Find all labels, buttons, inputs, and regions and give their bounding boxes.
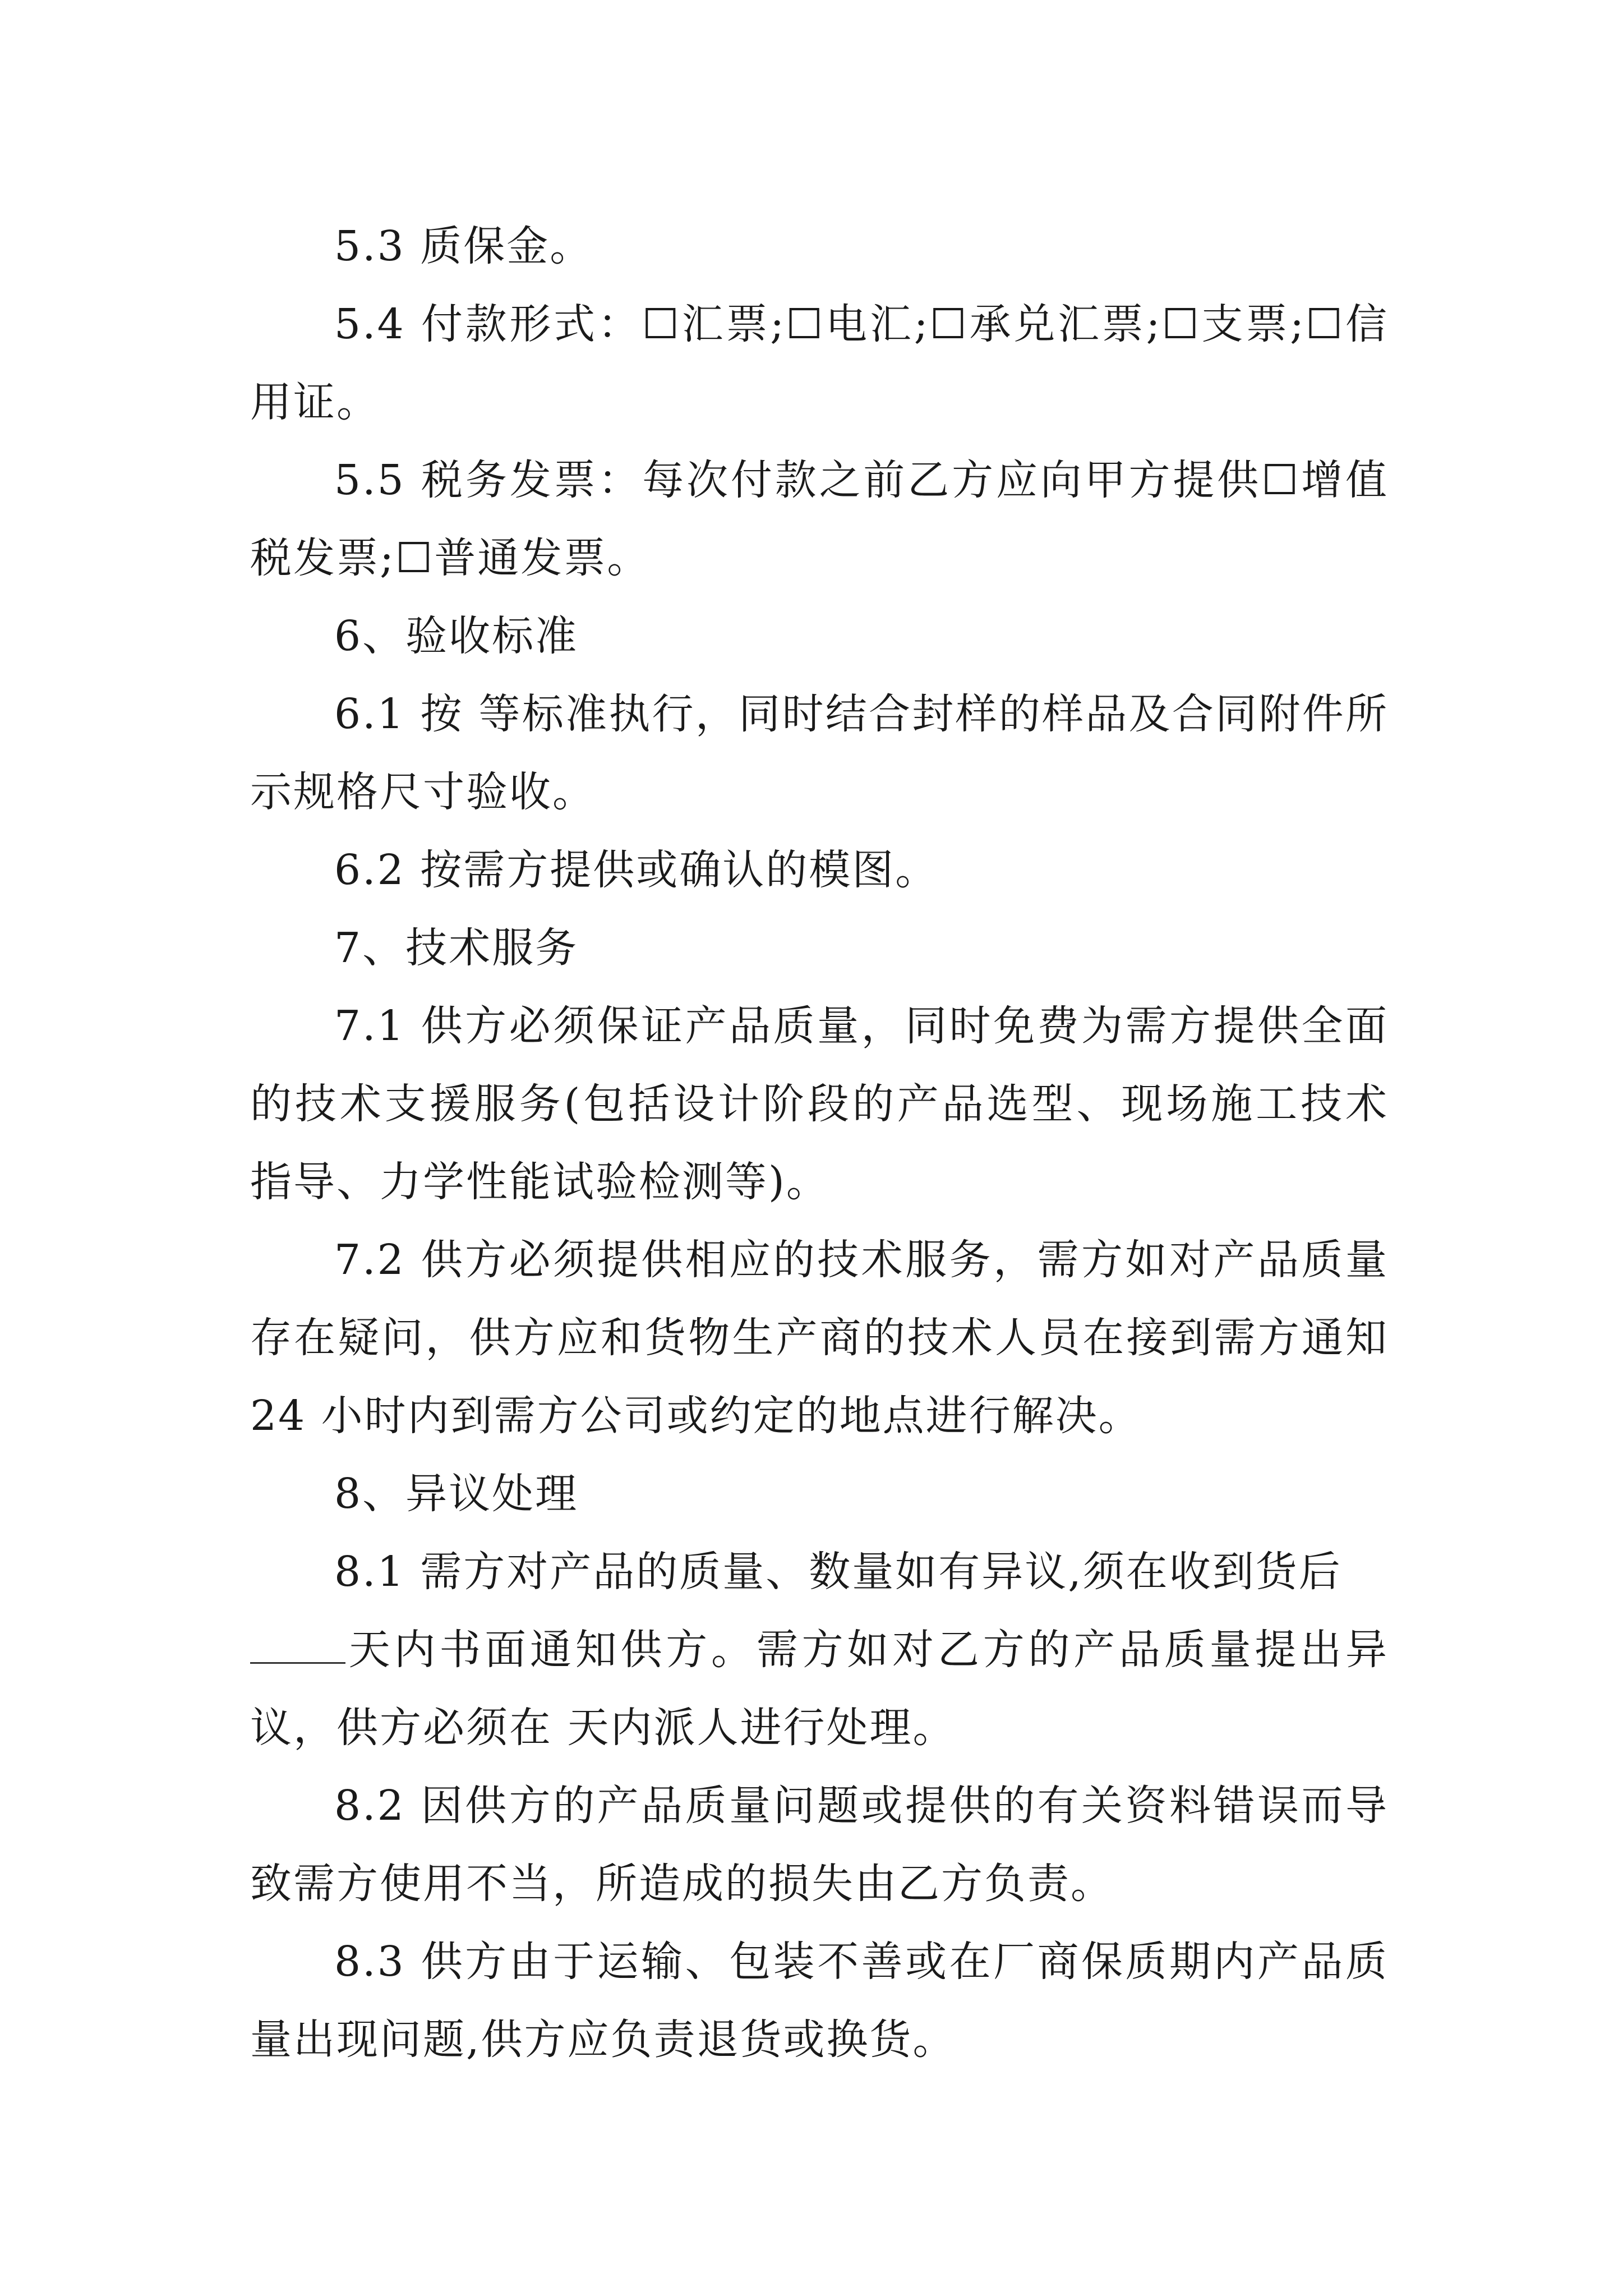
clause-8-1-continued	[250, 1611, 1389, 1767]
clause-8-3: 8.3 供方由于运输、包装不善或在厂商保质期内产品质量出现问题,供方应负责退货或换货。	[250, 1938, 1389, 2064]
fill-in-blank	[250, 1627, 345, 1664]
section-8-heading: 8、异议处理	[334, 1470, 579, 1518]
clause-6-2: 6.2 按需方提供或确认的模图。	[334, 846, 939, 894]
clause-8-1-continued-text: 天内书面通知供方。需方如对乙方的产品质量提出异议，供方必须在 天内派人进行处理。	[250, 1626, 1389, 1752]
clause-5-3: 5.3 质保金。	[334, 222, 593, 270]
clause-8-1: 8.1 需方对产品的质量、数量如有异议,须在收到货后	[334, 1548, 1342, 1596]
section-6-heading: 6、验收标准	[334, 612, 579, 660]
clause-8-2: 8.2 因供方的产品质量问题或提供的有关资料错误而导致需方使用不当，所造成的损失由乙方负责。	[250, 1782, 1389, 1908]
clause-7-2: 7.2 供方必须提供相应的技术服务，需方如对产品质量存在疑问，供方应和货物生产商的技术人员在接到需方通知24 小时内到需方公司或约定的地点进行解决。	[250, 1236, 1389, 1440]
clause-5-5: 5.5 税务发票：每次付款之前乙方应向甲方提供☐增值税发票;☐普通发票。	[250, 456, 1389, 582]
document-body	[250, 208, 1389, 2079]
clause-6-1: 6.1 按 等标准执行，同时结合封样的样品及合同附件所示规格尺寸验收。	[250, 690, 1389, 816]
section-7-heading: 7、技术服务	[334, 924, 579, 972]
clause-5-4: 5.4 付款形式：☐汇票;☐电汇;☐承兑汇票;☐支票;☐信用证。	[250, 300, 1389, 426]
clause-7-1: 7.1 供方必须保证产品质量，同时免费为需方提供全面的技术支援服务(包括设计阶段的产品选型、现场施工技术指导、力学性能试验检测等)。	[250, 1002, 1389, 1206]
